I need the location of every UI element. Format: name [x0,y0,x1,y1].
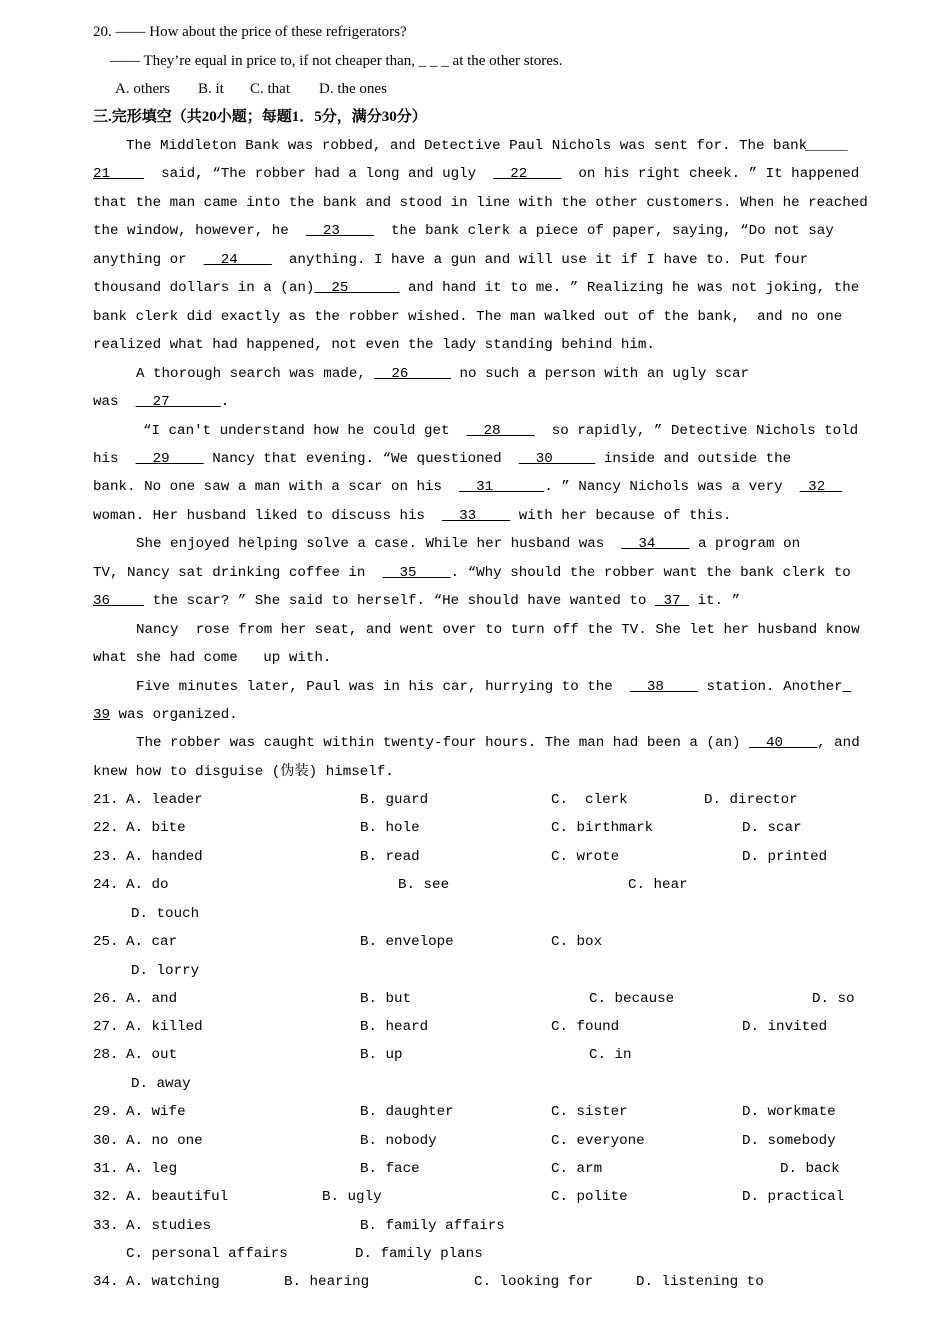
blank-40: 40 [749,735,818,751]
option-c: C. polite [551,1189,628,1205]
passage-line: bank. No one saw a man with a scar on his 31 . ” Nancy Nichols was a very 32 [93,479,843,495]
option-c: C. everyone [551,1133,645,1149]
blank-21: 21 [93,166,145,182]
option-a: A. out [126,1047,178,1063]
option-c: C. box [551,934,603,950]
blank-25: 25 [314,280,400,296]
blank-39: 39 [93,707,111,723]
option-number: 26. [93,991,119,1007]
passage-line: 36 the scar? ” She said to herself. “He should have wanted to 37 it. ” [93,593,741,609]
blank-32: 32 [799,479,843,495]
passage-line: Nancy rose from her seat, and went over to turn off the TV. She let her husband know [136,622,860,638]
option-d: D. touch [131,906,200,922]
blank-35: 35 [382,565,451,581]
option-number: 24. [93,877,119,893]
passage-line: what she had come up with. [93,650,332,666]
passage-line: A thorough search was made, 26 no such a person with an ugly scar [136,366,750,382]
option-c: C. hear [628,877,688,893]
option-a: A. leader [126,792,203,808]
option-c: C. wrote [551,849,620,865]
q20-reply [110,51,563,71]
passage-line: anything or 24 anything. I have a gun and will use it if I have to. Put four [93,252,809,268]
option-c: C. personal affairs [126,1246,288,1262]
blank-34: 34 [621,536,690,552]
option-d: D. printed [742,849,828,865]
option-a: A. bite [126,820,186,836]
option-c: C. looking for [474,1274,594,1290]
option-d: D. so [812,991,855,1007]
option-d: D. family plans [355,1246,483,1262]
option-number: 30. [93,1133,119,1149]
option-number: 27. [93,1019,119,1035]
section-title: 三.完形填空（共20小题；每题1．5分，满分30分） [93,109,427,125]
blank-23: 23 [305,223,374,239]
option-a: A. watching [126,1274,220,1290]
passage-line: woman. Her husband liked to discuss his 33 with her because of this. [93,508,732,524]
q20-option-b: B. it [198,81,224,97]
option-a: A. leg [126,1161,178,1177]
passage-line: The Middleton Bank was robbed, and Detective Paul Nichols was sent for. The bank [126,138,808,154]
option-number: 29. [93,1104,119,1120]
passage-line: “I can′t understand how he could get 28 so rapidly, ” Detective Nichols told [143,423,859,439]
passage-line: She enjoyed helping solve a case. While her husband was 34 a program on [136,536,801,552]
blank-38: 38 [629,679,698,695]
blank-37: 37 [654,593,689,609]
blank-21-top: _____ [805,138,848,154]
option-b: B. but [360,991,412,1007]
blank-22: 22 [493,166,562,182]
passage-line: Five minutes later, Paul was in his car, hurrying to the 38 station. Another [136,679,843,695]
option-a: A. beautiful [126,1189,229,1205]
option-c: C. clerk [551,792,628,808]
option-number: 32. [93,1189,119,1205]
passage-line: thousand dollars in a (an) 25 and hand it to me. ” Realizing he was not joking, the [93,280,860,296]
blank-27: 27 [135,394,221,410]
option-b: B. ugly [322,1189,382,1205]
option-number: 23. [93,849,119,865]
option-d: D. scar [742,820,802,836]
passage-line: bank clerk did exactly as the robber wished. The man walked out of the bank, and no one [93,309,843,325]
option-b: B. guard [360,792,429,808]
option-b: B. up [360,1047,403,1063]
option-b: B. nobody [360,1133,437,1149]
option-number: 34. [93,1274,119,1290]
option-number: 33. [93,1218,119,1234]
option-d: D. away [131,1076,191,1092]
blank-30: 30 [518,451,596,467]
option-c: C. birthmark [551,820,654,836]
option-c: C. because [589,991,675,1007]
blank-28: 28 [466,423,535,439]
option-b: B. envelope [360,934,454,950]
option-b: B. hole [360,820,420,836]
option-b: B. hearing [284,1274,370,1290]
q20-reply-a: —— They’re equal in price to, if not cheaper than, [110,53,419,69]
option-a: A. studies [126,1218,212,1234]
option-b: B. family affairs [360,1218,505,1234]
option-d: D. invited [742,1019,828,1035]
q20-option-a: A. others [115,81,170,97]
q20-option-c: C. that [250,81,290,97]
blank-29: 29 [135,451,204,467]
passage-line: knew how to disguise (伪装) himself. [93,764,394,780]
blank-31: 31 [459,479,545,495]
option-c: C. found [551,1019,620,1035]
q20-option-d: D. the ones [319,81,387,97]
option-d: D. lorry [131,963,200,979]
q20-stem: 20. —— How about the price of these refrigerators? [93,24,407,40]
option-c: C. in [589,1047,632,1063]
passage-line: 21 said, “The robber had a long and ugly 22 on his right cheek. ” It happened [93,166,860,182]
option-a: A. handed [126,849,203,865]
option-b: B. face [360,1161,420,1177]
option-number: 22. [93,820,119,836]
q20-blank: _ _ _ [418,53,449,69]
blank-24: 24 [203,252,272,268]
passage-line: The robber was caught within twenty-four hours. The man had been a (an) 40 , and [136,735,860,751]
option-a: A. and [126,991,178,1007]
option-number: 21. [93,792,119,808]
option-a: A. car [126,934,178,950]
option-a: A. wife [126,1104,186,1120]
option-number: 28. [93,1047,119,1063]
passage-line: realized what had happened, not even the lady standing behind him. [93,337,655,353]
option-a: A. killed [126,1019,203,1035]
option-d: D. back [780,1161,840,1177]
passage-line: was 27 . [93,394,230,410]
option-d: D. practical [742,1189,845,1205]
option-b: B. heard [360,1019,429,1035]
passage-line: his 29 Nancy that evening. “We questioned 30 inside and outside the [93,451,792,467]
option-d: D. workmate [742,1104,836,1120]
option-a: A. do [126,877,169,893]
option-b: B. daughter [360,1104,454,1120]
option-b: B. see [398,877,450,893]
option-c: C. sister [551,1104,628,1120]
option-d: D. listening to [636,1274,764,1290]
option-a: A. no one [126,1133,203,1149]
option-b: B. read [360,849,420,865]
blank-36: 36 [93,593,145,609]
option-d: D. director [704,792,798,808]
option-number: 25. [93,934,119,950]
blank-26: 26 [374,366,452,382]
option-c: C. arm [551,1161,603,1177]
option-number: 31. [93,1161,119,1177]
passage-line: the window, however, he 23 the bank clerk a piece of paper, saying, “Do not say [93,223,834,239]
passage-line: 39 was organized. [93,707,238,723]
blank-33: 33 [442,508,511,524]
passage-line: TV, Nancy sat drinking coffee in 35 . “Why should the robber want the bank clerk to [93,565,851,581]
option-d: D. somebody [742,1133,836,1149]
q20-reply-b: at the other stores. [448,53,563,69]
passage-line: that the man came into the bank and stood in line with the other customers. When he reached [93,195,868,211]
